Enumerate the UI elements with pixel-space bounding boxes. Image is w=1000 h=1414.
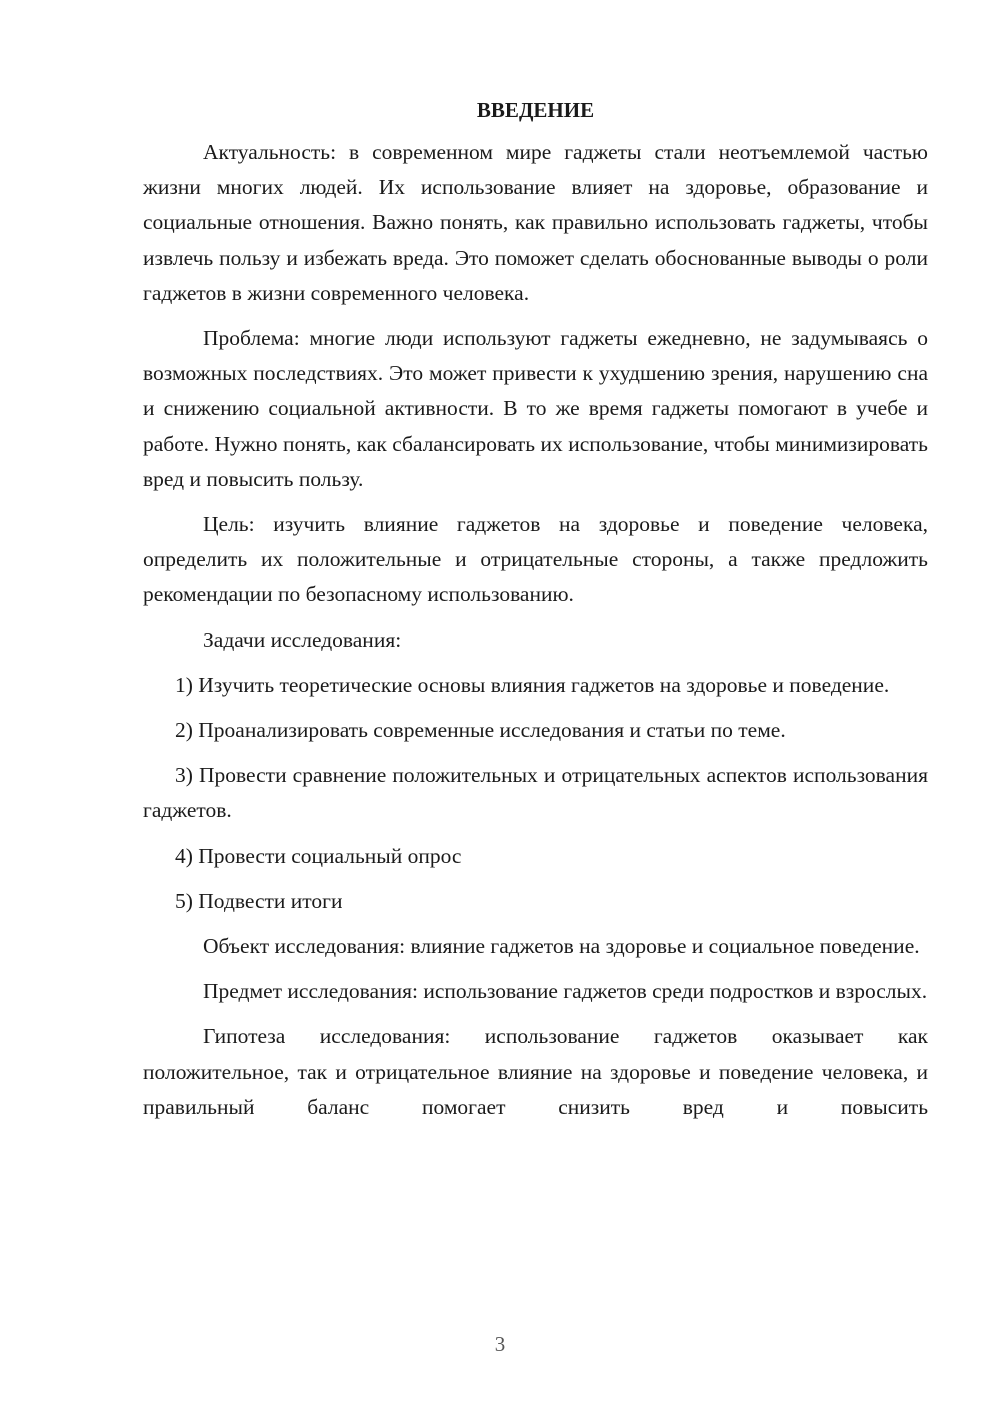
hypothesis-paragraph: Гипотеза исследования: использование гаджетов оказывает как положительное, так и отрицательное влияние на здоровье и поведение человека, и правильный баланс помогает снизить вред и повысить: [143, 1024, 928, 1119]
task-item-1: 1) Изучить теоретические основы влияния гаджетов на здоровье и поведение.: [175, 672, 890, 697]
goal-paragraph: Цель: изучить влияние гаджетов на здоровье и поведение человека, определить их положительные и отрицательные стороны, а также предложить рекомендации по безопасному использованию.: [143, 512, 928, 607]
tasks-heading: Задачи исследования:: [203, 627, 402, 652]
page-number: 3: [494, 1332, 506, 1356]
task-item-2: 2) Проанализировать современные исследования и статьи по теме.: [175, 718, 786, 743]
problem-paragraph: Проблема: многие люди используют гаджеты ежедневно, не задумываясь о возможных последствиях. Это может привести к ухудшению зрения, нарушению сна и снижению социальной активности. В то же время гаджеты помогают в учебе и работе. Нужно понять, как сбалансировать их использование, чтобы минимизировать вред и повысить пользу.: [143, 326, 928, 491]
relevance-paragraph: Актуальность: в современном мире гаджеты стали неотъемлемой частью жизни многих людей. Их использование влияет на здоровье, образование и социальные отношения. Важно понять, как правильно использовать гаджеты, чтобы извлечь пользу и избежать вреда. Это поможет сделать обоснованные выводы о роли гаджетов в жизни современного человека.: [143, 140, 928, 305]
document-page: [143, 95, 928, 1135]
task-item-5: 5) Подвести итоги: [175, 888, 343, 913]
page-title: ВВЕДЕНИЕ: [476, 98, 595, 122]
object-paragraph: Объект исследования: влияние гаджетов на здоровье и социальное поведение.: [203, 934, 920, 959]
task-item-3: 3) Провести сравнение положительных и отрицательных аспектов использования гаджетов.: [143, 763, 928, 823]
task-item-4: 4) Провести социальный опрос: [175, 843, 462, 868]
subject-paragraph: Предмет исследования: использование гаджетов среди подростков и взрослых.: [203, 979, 928, 1004]
